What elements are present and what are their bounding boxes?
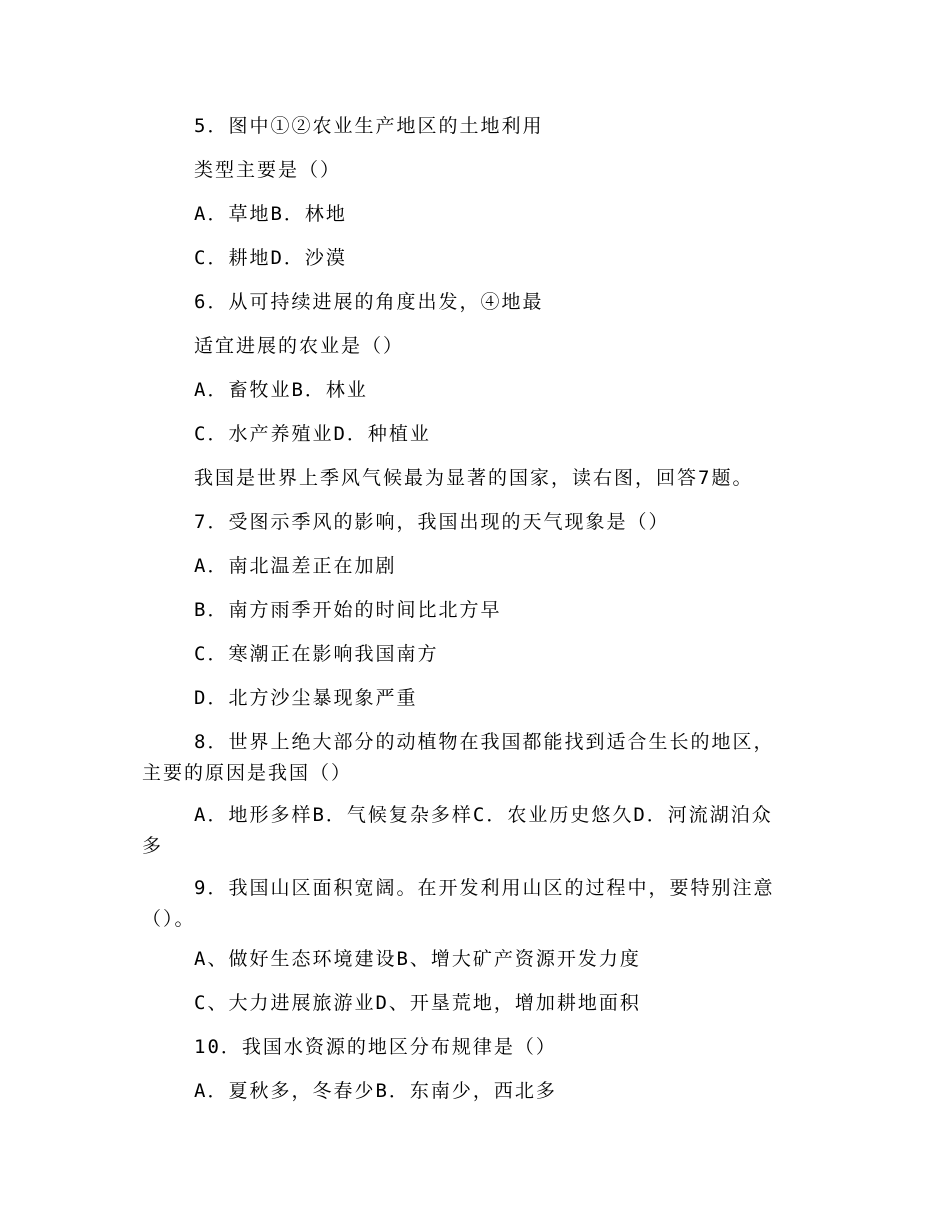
q8-options-line-2: 多	[142, 835, 164, 857]
q9-options-cd: C、大力进展旅游业D、开垦荒地，增加耕地面积	[194, 992, 641, 1014]
q10-options-ab: A．夏秋多，冬春少B．东南少，西北多	[194, 1080, 557, 1102]
q9-stem-line-1: 9．我国山区面积宽阔。在开发利用山区的过程中，要特别注意	[194, 877, 775, 899]
q7-option-c: C．寒潮正在影响我国南方	[194, 643, 439, 665]
q6-stem-line-2: 适宜进展的农业是（）	[194, 335, 405, 357]
q8-stem-line-2: 主要的原因是我国（）	[142, 762, 353, 784]
q6-options-ab: A．畜牧业B．林业	[194, 379, 368, 401]
q9-stem-line-2: （）。	[142, 908, 196, 930]
q7-stem: 7．受图示季风的影响，我国出现的天气现象是（）	[194, 511, 670, 533]
q5-stem-line-2: 类型主要是（）	[194, 159, 342, 181]
q6-stem-line-1: 6．从可持续进展的角度出发，④地最	[194, 291, 544, 313]
q6-options-cd: C．水产养殖业D．种植业	[194, 423, 431, 445]
q8-options-line-1: A．地形多样B．气候复杂多样C．农业历史悠久D．河流湖泊众	[194, 804, 773, 826]
q5-options-cd: C．耕地D．沙漠	[194, 247, 347, 269]
q7-intro-text: 我国是世界上季风气候最为显著的国家，读右图，回答7题。	[194, 467, 754, 489]
q7-option-b: B．南方雨季开始的时间比北方早	[194, 599, 502, 621]
q8-stem-line-1: 8．世界上绝大部分的动植物在我国都能找到适合生长的地区，	[194, 731, 775, 753]
q9-options-ab: A、做好生态环境建设B、增大矿产资源开发力度	[194, 948, 641, 970]
q5-options-ab: A．草地B．林地	[194, 203, 347, 225]
q7-option-d: D．北方沙尘暴现象严重	[194, 687, 418, 709]
q7-option-a: A．南北温差正在加剧	[194, 555, 397, 577]
q5-stem-line-1: 5．图中①②农业生产地区的土地利用	[194, 115, 544, 137]
q10-stem: 10．我国水资源的地区分布规律是（）	[194, 1036, 557, 1058]
